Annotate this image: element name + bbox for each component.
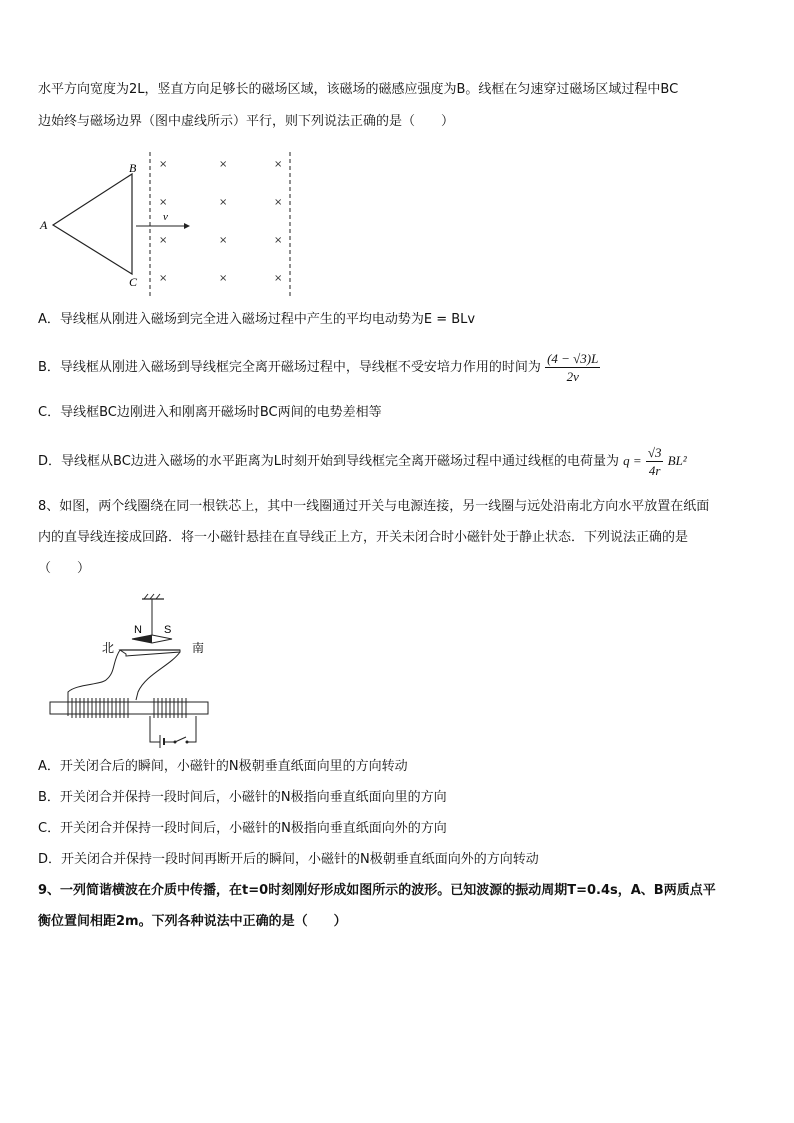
q7-option-d xyxy=(38,443,687,480)
label-north: 北 xyxy=(102,641,115,655)
label-south: 南 xyxy=(192,641,205,655)
label-v: v xyxy=(163,211,168,223)
q8-option-a: A．开关闭合后的瞬间，小磁针的N极朝垂直纸面向里的方向转动 xyxy=(38,759,408,774)
q8-option-b: B．开关闭合并保持一段时间后，小磁针的N极指向垂直纸面向里的方向 xyxy=(38,790,447,805)
q8-stem-line1: 8、如图，两个线圈绕在同一根铁芯上，其中一线圈通过开关与电源连接，另一线圈与远处沿南北方向水平放置在纸面 xyxy=(38,499,710,514)
q7-option-b-text: B．导线框从刚进入磁场到导线框完全离开磁场过程中，导线框不受安培力作用的时间为 xyxy=(38,360,541,375)
q7-option-d-denominator: 4r xyxy=(648,463,661,478)
q7-option-a: A．导线框从刚进入磁场到完全进入磁场过程中产生的平均电动势为E = BLv xyxy=(38,312,476,327)
q7-option-b-fraction xyxy=(545,350,600,385)
svg-text:×: × xyxy=(274,159,283,170)
svg-text:×: × xyxy=(219,197,228,208)
svg-text:×: × xyxy=(159,159,168,170)
q7-stem-line1: 水平方向宽度为2L，竖直方向足够长的磁场区域，该磁场的磁感应强度为B。线框在匀速穿过磁场区域过程中BC xyxy=(38,82,679,97)
label-A: A xyxy=(40,218,48,232)
q7-option-b-denominator: 2v xyxy=(566,369,579,384)
q8-figure-coils-compass xyxy=(46,592,214,748)
q8-stem-line2: 内的直导线连接成回路．将一小磁针悬挂在直导线正上方，开关未闭合时小磁针处于静止状态．下列说法正确的是 xyxy=(38,530,689,545)
svg-text:×: × xyxy=(219,273,228,284)
q8-option-c: C．开关闭合并保持一段时间后，小磁针的N极指向垂直纸面向外的方向 xyxy=(38,821,447,836)
q7-option-d-numerator: √3 xyxy=(647,445,662,460)
q8-option-d: D．开关闭合并保持一段时间再断开后的瞬间，小磁针的N极朝垂直纸面向外的方向转动 xyxy=(38,852,539,867)
svg-text:×: × xyxy=(274,235,283,246)
q7-stem-line2: 边始终与磁场边界（图中虚线所示）平行，则下列说法正确的是（ ） xyxy=(38,114,455,129)
label-C: C xyxy=(129,275,138,289)
iron-core xyxy=(50,702,208,714)
q7-option-d-text: D．导线框从BC边进入磁场的水平距离为L时刻开始到导线框完全离开磁场过程中通过线框的电荷量为 xyxy=(38,454,620,469)
svg-text:×: × xyxy=(219,159,228,170)
straight-wire xyxy=(120,650,180,656)
q7-option-d-q: q = xyxy=(623,453,642,468)
triangle-frame xyxy=(53,174,132,274)
svg-text:×: × xyxy=(159,197,168,208)
switch-lever xyxy=(175,737,186,742)
label-S: S xyxy=(164,624,172,636)
q7-option-b xyxy=(38,350,600,386)
q7-option-b-numerator: (4 − √3)L xyxy=(547,351,599,366)
q8-stem-line3: （ ） xyxy=(38,561,91,576)
label-N: N xyxy=(134,624,142,636)
velocity-arrowhead xyxy=(184,223,190,229)
q9-stem-line2: 衡位置间相距2m。下列各种说法中正确的是（ ） xyxy=(38,914,347,929)
label-B: B xyxy=(129,161,137,175)
q7-option-c: C．导线框BC边刚进入和刚离开磁场时BC两间的电势差相等 xyxy=(38,405,382,420)
q7-option-d-tail: BL² xyxy=(667,453,687,468)
q7-option-d-fraction xyxy=(646,444,664,479)
svg-text:×: × xyxy=(274,273,283,284)
svg-text:×: × xyxy=(159,273,168,284)
q7-figure-triangle-field xyxy=(36,150,306,302)
q9-stem-line1: 9、一列简谐横波在介质中传播，在t=0时刻刚好形成如图所示的波形。已知波源的振动周期T=0.4s，A、B两质点平 xyxy=(38,883,716,898)
svg-text:×: × xyxy=(159,235,168,246)
svg-text:×: × xyxy=(219,235,228,246)
svg-text:×: × xyxy=(274,197,283,208)
field-marks xyxy=(159,159,282,284)
